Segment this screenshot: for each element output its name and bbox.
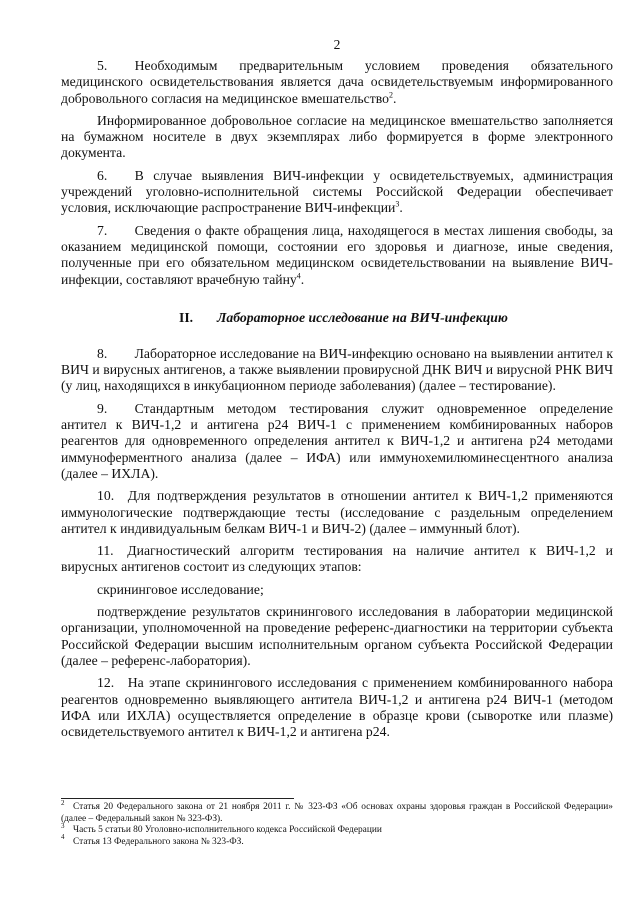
section-number: II. [179, 309, 194, 325]
paragraph-6: 6. В случае выявления ВИЧ-инфекции у освидетельствуемых, администрация учреждений уголовно-исполнительной системы Российской Федерации обеспечивает условия, исключающие распространение ВИЧ-инфекции$^3$. [61, 167, 613, 216]
paragraph-5: 5. Необходимым предварительным условием проведения обязательного медицинского освидетельствования является дача освидетельствуемым информированного добровольного согласия на медицинское вмешательство$^2$. [61, 58, 613, 106]
footnote-4: 4 Статья 13 Федерального закона № 323-ФЗ. [61, 833, 244, 847]
paragraph-9: 9. Стандартным методом тестирования служит одновременное определение антител к ВИЧ-1,2 и антигена р24 ВИЧ-1 с применением комбинированных наборов реагентов для одновременного определения антител к ВИЧ-1,2 и антигена р24 методами иммуноферментного анализа (далее – ИФА) или иммунохемилюминесцентного анализа (далее – ИХЛА). [61, 400, 613, 481]
paragraph-5-consent: Информированное добровольное согласие на медицинское вмешательство заполняется на бумажном носителе в двух экземплярах либо формируется в форме электронного документа. [61, 112, 613, 161]
paragraph-11-step-2: подтверждение результатов скринингового исследования в лаборатории медицинской организации, уполномоченной на проведение референс-диагностики на территории субъекта Российской Федерации высшим исполнительным органом субъекта Российской Федерации (далее – референс-лаборатория). [61, 604, 613, 668]
paragraph-11-step-1: скрининговое исследование; [97, 581, 264, 597]
footnote-ref-2[interactable]: 2 [388, 90, 393, 100]
footnote-ref-3[interactable]: 3 [395, 199, 400, 209]
footnotes [61, 798, 613, 848]
footnote-ref-4[interactable]: 4 [296, 271, 301, 280]
section-heading [61, 310, 613, 326]
paragraph-12: 12. На этапе скринингового исследования с применением комбинированного набора реагентов одновременно выявляющего антитела ВИЧ-1,2 и антигена р24 ВИЧ-1 (методом ИФА или ИХЛА) осуществляется определение в образце крови (сыворотке или плазме) освидетельствуемого антител к ВИЧ-1,2 и антигена р24. [61, 675, 613, 740]
document-page [61, 36, 613, 740]
footnote-2: 2 Статья 20 Федерального закона от 21 ноября 2011 г. № 323-ФЗ «Об основах охраны здоровья граждан в Российской Федерации» (далее – Федеральный закон № 323-ФЗ). [61, 798, 613, 824]
footnote-divider [61, 798, 294, 799]
paragraph-5-text: 5. Необходимым предварительным условием проведения обязательного медицинского освидетельствования является дача освидетельствуемым информированного добровольного согласия на медицинское вмешательство [61, 58, 613, 106]
paragraph-11: 11. Диагностический алгоритм тестирования на наличие антител к ВИЧ-1,2 и вирусных антигенов состоит из следующих этапов: [61, 543, 613, 575]
paragraph-10: 10. Для подтверждения результатов в отношении антител к ВИЧ-1,2 применяются иммунологические подтверждающие тесты (исследование с раздельным определением антител к индивидуальным белкам ВИЧ-1 и ВИЧ-2) (далее – иммунный блот). [61, 488, 613, 536]
section-title: Лабораторное исследование на ВИЧ-инфекцию [217, 309, 508, 325]
paragraph-7: 7. Сведения о факте обращения лица, находящегося в местах лишения свободы, за оказанием медицинской помощи, состоянии его здоровья и диагнозе, иные сведения, полученные при его обязательном медицинском освидетельствовании на выявление ВИЧ-инфекции, составляют врачебную тайну$^4$. [61, 222, 613, 287]
page-number: 2 [333, 37, 341, 52]
paragraph-8: 8. Лабораторное исследование на ВИЧ-инфекцию основано на выявлении антител к ВИЧ и вирусных антигенов, а также выявлении провирусной ДНК ВИЧ и вирусной РНК ВИЧ (у лиц, находящихся в инкубационном периоде заболевания) (далее – тестирование). [61, 345, 613, 394]
footnote-3: 3 Часть 5 статьи 80 Уголовно-исполнительного кодекса Российской Федерации [61, 821, 382, 835]
